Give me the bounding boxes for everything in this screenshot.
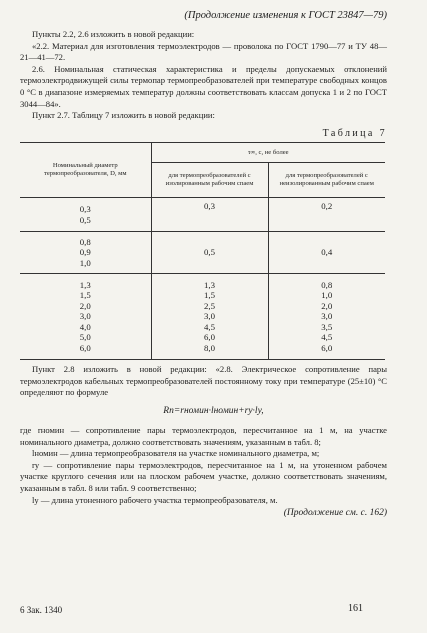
cell-value: 3,5	[321, 321, 333, 332]
cell-value: 5,0	[79, 332, 91, 343]
running-header: (Продолжение изменения к ГОСТ 23847—79)	[184, 10, 387, 21]
definition-l-y: lу — длина утоненного рабочего участка термопреобразователя, м.	[32, 494, 278, 505]
cell-diameter	[20, 274, 151, 360]
cell-value: 1,0	[321, 290, 333, 301]
intro-paragraph-3: 2.6. Номинальная статическая характеристика и пределы допускаемых отклонений термоэлектродвижущей силы термопар термопреобразователей при температуре свободных концов 0 °С в диапазоне измеряемых температур должны соответствовать классам допуска 1 и 2 по ГОСТ 3044—84».	[20, 63, 387, 109]
clause-2-8-text: Пункт 2.8 изложить в новой редакции: «2.8. Электрическое сопротивление пары термоэлектродов кабельных термопреобразователей постоянному току при температуре (25±10) °С определяют по формуле	[20, 364, 387, 398]
cell-uninsulated	[268, 274, 385, 360]
cell-value: 6,0	[204, 332, 215, 343]
cell-value: 8,0	[204, 342, 215, 353]
cell-value: 3,0	[321, 311, 333, 322]
table-title: Таблица 7	[322, 128, 387, 139]
resistance-formula: Rп=rномин·lномин+rу·lу,	[163, 406, 264, 416]
cell-value: 1,3	[204, 280, 215, 291]
continuation-note: (Продолжение см. с. 162)	[283, 508, 387, 518]
page-number: 161	[348, 603, 363, 614]
column-header-insulated: для термопреобразователей с изолированным рабочим спаем	[151, 163, 268, 198]
cell-value: 0,2	[321, 201, 333, 211]
cell-value: 1,5	[204, 290, 215, 301]
column-header-group: τ∞, с, не более	[151, 143, 385, 163]
cell-value: 3,0	[79, 311, 91, 322]
cell-uninsulated	[268, 232, 385, 274]
cell-uninsulated	[268, 198, 385, 232]
definitions	[20, 425, 387, 506]
cell-value: 0,3	[204, 201, 215, 211]
cell-value: 3,0	[204, 311, 215, 322]
intro-paragraph-1: Пункты 2.2, 2.6 изложить в новой редакции:	[32, 29, 195, 39]
cell-value: 1,5	[79, 290, 91, 301]
cell-value: 0,5	[204, 247, 215, 258]
table-header-row-1	[20, 143, 385, 163]
table-row	[20, 274, 385, 360]
cell-insulated	[151, 232, 268, 274]
cell-value: 0,3	[79, 204, 91, 215]
cell-value: 2,0	[79, 300, 91, 311]
cell-value: 1,0	[79, 257, 91, 268]
cell-insulated	[151, 198, 268, 232]
column-header-uninsulated: для термопреобразователей с неизолированным рабочим спаем	[268, 163, 385, 198]
cell-value: 6,0	[79, 342, 91, 353]
cell-value: 2,0	[321, 300, 333, 311]
cell-value: 2,5	[204, 300, 215, 311]
intro-paragraph-4: Пункт 2.7. Таблицу 7 изложить в новой редакции:	[32, 110, 215, 121]
definition-r-y: rу — сопротивление пары термоэлектродов, пересчитанное на 1 м, на утоненном рабочем участке круглого сечения или на плоском рабочем участке, должно соответствовать значениям, указанным в табл. 8 или табл. 9 соответственно;	[20, 459, 387, 493]
cell-value: 6,0	[321, 342, 333, 353]
cell-value: 1,3	[79, 280, 91, 291]
table-row	[20, 198, 385, 232]
definition-l-nom: lномин — длина термопреобразователя на участке номинального диаметра, м;	[32, 448, 320, 459]
definition-r-nom: где rномин — сопротивление пары термоэлектродов, пересчитанное на 1 м, на участке номинального диаметра, должно соответствовать значениям, указанным в табл. 8;	[20, 425, 387, 447]
cell-diameter	[20, 198, 151, 232]
table-7	[20, 142, 385, 360]
intro-paragraph-2: «2.2. Материал для изготовления термоэлектродов — проволока по ГОСТ 1790—77 и ТУ 48—21—41—72.	[20, 40, 387, 63]
intro-text	[20, 29, 387, 122]
cell-value: 4,5	[204, 321, 215, 332]
cell-value: 0,4	[321, 247, 333, 258]
cell-diameter	[20, 232, 151, 274]
cell-value: 4,0	[79, 321, 91, 332]
cell-value: 0,8	[79, 236, 91, 247]
cell-value: 0,5	[79, 214, 91, 225]
column-header-diameter: Номинальный диаметр термопреобразователя, D, мм	[20, 143, 151, 198]
cell-value: 0,9	[79, 247, 91, 258]
clause-2-8	[20, 364, 387, 399]
print-order-note: 6 Зак. 1340	[20, 605, 63, 615]
table-row	[20, 232, 385, 274]
cell-value: 4,5	[321, 332, 333, 343]
cell-insulated	[151, 274, 268, 360]
cell-value: 0,8	[321, 280, 333, 291]
